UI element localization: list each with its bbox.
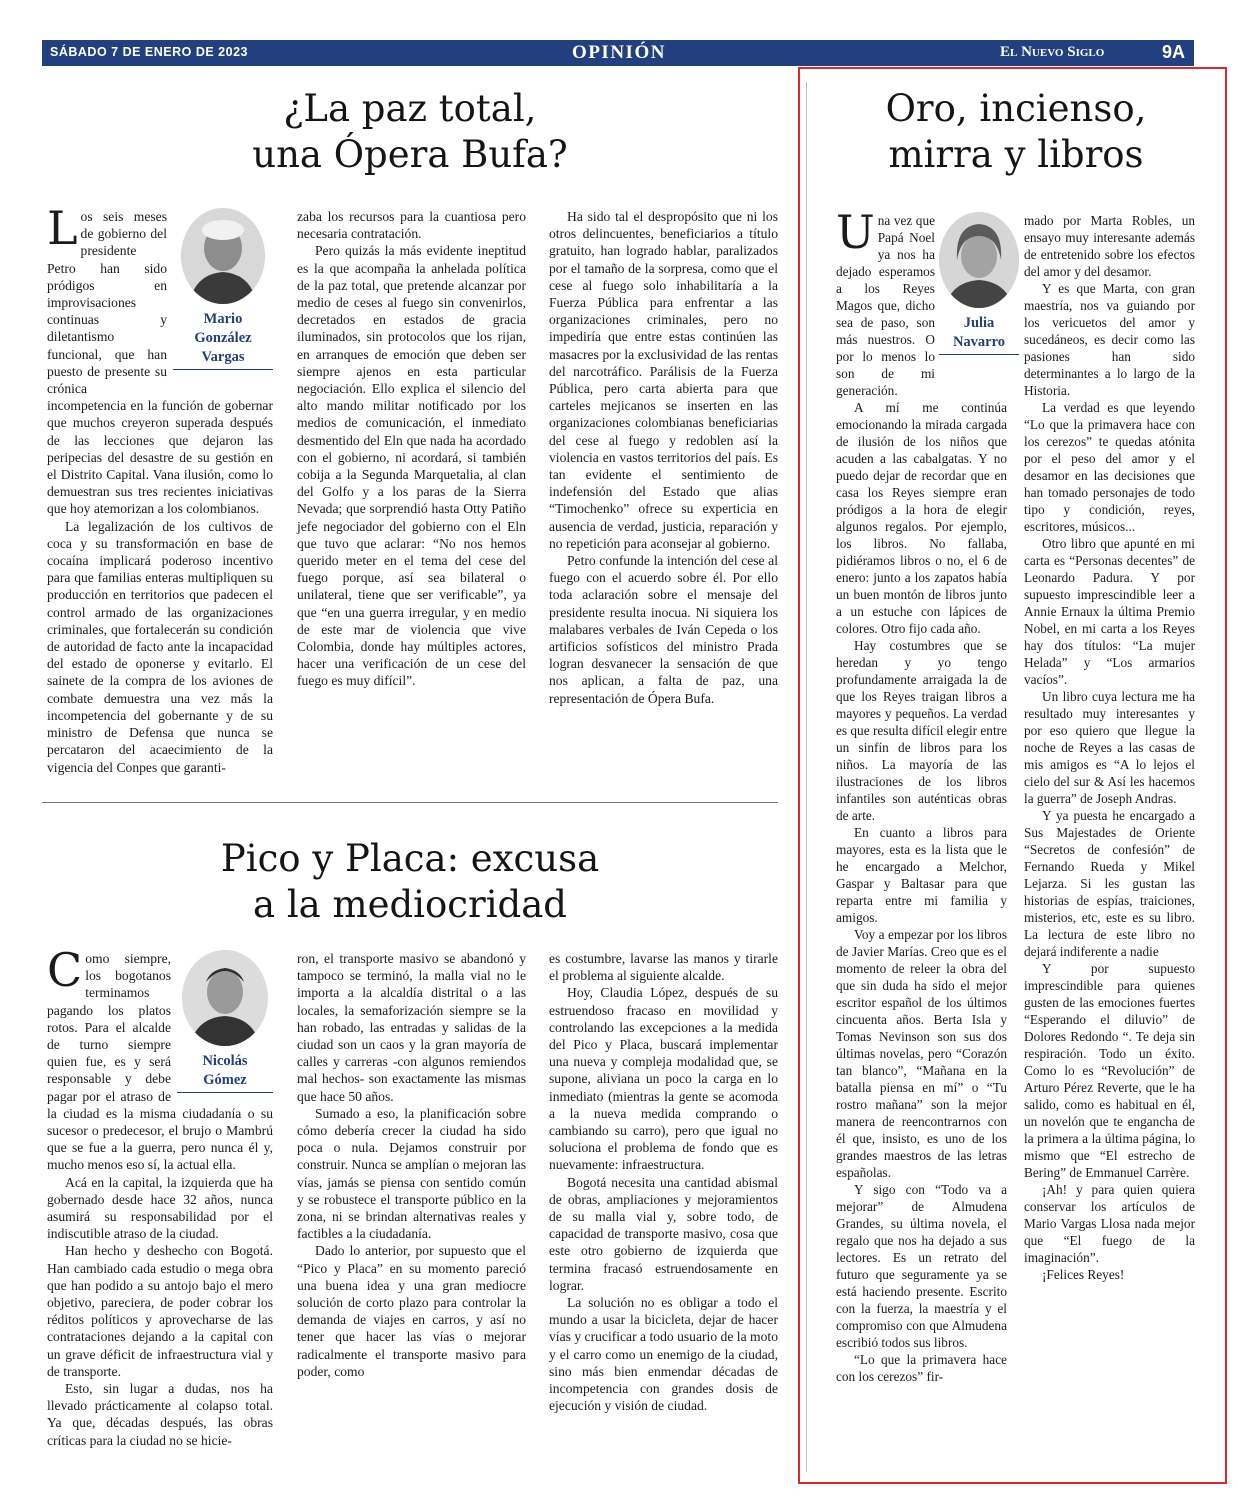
paragraph: Hay costumbres que se heredan y yo tengo profundamente arraigada la de que los Reyes traigan libros a mayores y pequeños. La verdad es que resulta difícil elegir entre un sinfín de libros para los niños. La mayoría de las ilustraciones de los libros infantiles son auténticas obras de arte. [836,638,1007,823]
paragraph: Pero quizás la más evidente ineptitud es la que acompaña la anhelada política de la paz total, que pretende alcanzar por medio de ceses al fuego sin convenirlos, decretados en estados de gracia iluminados, sin protocolos que los rijan, en arranques de emoción que deben ser siempre ajenos en esta particular negociación. Ello explica el silencio del alto mando militar notificado por los medios de comunicación, el inmediato desmentido del Eln que nada ha acordado con el gobierno, ni acordará, si también cobija a la Segunda Marquetalia, al clan del Golfo y a los paras de la Sierra Nevada; que sorprendió hasta Otty Patiño jefe negociador del gobierno con el Eln que tuvo que aclarar: “No nos hemos querido meter en el tema del cese del fuego porque, así sea bilateral o unilateral, tiene que ser verificable”, ya que “en una guerra irregular, y en medio de este mar de violencia que vive Colombia, donde hay múltiples actores, hacer una verificación de un cese del fuego es muy difícil”. [297,243,526,689]
paragraph: “Lo que la primavera hace con los cerezos” fir- [836,1352,1007,1384]
paragraph: omo siempre, los bogotanos terminamos pagando los platos rotos. Para el alcalde de turno siempre quien fue, es y será responsable y debe pagar por el atraso de la ciudad es la misma ciudadanía o su sucesor o predecesor, el brujo o Mambrú que se fue a la guerra, pero nunca él y, mucho menos eso sí, la actual ella. [47,951,273,1173]
paragraph: Sumado a eso, la planificación sobre cómo debería crecer la ciudad ha sido poca o nula. Dejamos construir por construir. Nunca se amplían o mejoran las vías, jamás se piensa con sentido común y se robustece el transporte público en la zona, ni se brindan alternativas reales y factibles a la ciudadanía. [297,1105,526,1242]
author-box [177,950,273,1100]
paragraph: Acá en la capital, la izquierda que ha gobernado desde hace 32 años, nunca asumirá su responsabilidad por el indiscutible atraso de la ciudad. [47,1174,273,1242]
article-3-column-1 [836,205,1007,1470]
paragraph: La verdad es que leyendo “Lo que la primavera hace con los cerezos” te quedas atónita por el peso del amor y el desamor en las decisiones que han tomado personajes de todo tipo y condición, reyes, escritores, músicos... [1024,400,1195,534]
article-1-headline [42,86,778,179]
paragraph: Y por supuesto imprescindible para quienes gusten de las emociones fuertes “Esperando el diluvio” de Dolores Redondo “. Te deja sin respiración. Todo un éxito. Como lo es “Revolución” de Arturo Pérez Reverte, que le ha salido, como es habitual en él, un novelón que te engancha de la primera a la última página, lo mismo que “El estrecho de Bering” de Emmanuel Carrère. [1024,961,1195,1180]
paragraph: ¡Felices Reyes! [1042,1267,1125,1282]
paragraph: Otro libro que apunté en mi carta es “Personas decentes” de Leonardo Padura. Y por supuesto imprescindible leer a Annie Ernaux la última Premio Nobel, en mi carta a los Reyes hay dos títulos: “La mujer Helada” y “Los armarios vacíos”. [1024,536,1195,687]
headline-line-1: Oro, incienso, [885,87,1147,130]
author-name: Nicolás Gómez [177,1052,273,1093]
author-portrait [181,208,265,304]
author-box [173,208,273,378]
header-page-number: 9A [1162,42,1186,62]
paragraph: Ha sido tal el despropósito que ni los otros delincuentes, beneficiarios a título gratuito, han logrado hablar, paralizados por el tamaño de la sorpresa, como que el cese al fuego solo inhabilitaría a la Fuerza Pública para enfrentar a las organizaciones criminales, pero no impediría que entre estas continúen las masacres por la exclusividad de las rentas del narcotráfico. Parálisis de la Fuerza Pública, pero carta abierta para que carteles mejicanos se inserten en las organizaciones colombianas beneficiarias del cese al fuego y redoblen así la violencia en vastos territorios del país. Es tan evidente el sentimiento de indefensión del Estado que alias “Timochenko” ofrece su experticia en ausencia de verdad, justicia, reparación y no repetición para aconsejar al gobierno. [549,209,778,551]
paragraph: Y ya puesta he encargado a Sus Majestades de Oriente “Secretos de confesión” de Fernando Rueda y Mikel Lejarza. Si les gustan las historias de espías, traiciones, misterios, etc, este es su libro. La lectura de este libro no dejará indiferente a nadie [1024,808,1195,959]
paragraph: Y es que Marta, con gran maestría, nos va guiando por los vericuetos del amor y sucedáneos, es decir como las pasiones han sido determinantes a lo largo de la Historia. [1024,281,1195,398]
headline-line-1: ¿La paz total, [283,87,537,130]
paragraph: es costumbre, lavarse las manos y tirarle el problema al siguiente alcalde. [549,951,778,984]
paragraph: Voy a empezar por los libros de Javier Marías. Creo que es el momento de releer la obra del que sin duda ha sido el mejor escritor español de los últimos cincuenta años. Berta Isla y Tomas Nevinson son sus dos últimas novelas, pero “Corazón tan blanco”, “Mañana en la batalla piensa en mí” o “Tu rostro mañana” son la mejor manera de reencontrarnos con él que, insisto, es uno de los grandes maestros de las letras españolas. [836,927,1007,1180]
paragraph: Dado lo anterior, por supuesto que el “Pico y Placa” en su momento pareció una buena idea y una gran mediocre solución de corto plazo para controlar la demanda de viajes en carros, y así no tener que hacer las vías o mejorar radicalmente el transporte masivo para poder, como [297,1243,526,1379]
paragraph: Hoy, Claudia López, después de su estruendoso fracaso en movilidad y controlando las excepciones a la medida del Pico y Placa, buscará implementar una nueva y compleja modalidad que, se supone, aliviana un poco la carga en lo inmediato (mientras la gente se acomoda a la nueva medida comprando o cambiando su carro), pero que igual no soluciona el problema de fondo que es nuevamente: infraestructura. [549,985,778,1173]
headline-line-2: a la mediocridad [253,883,567,927]
headline-line-2: una Ópera Bufa? [252,133,568,177]
header-section: OPINIÓN [572,42,666,63]
article-2-column-3 [549,950,778,1480]
author-portrait [939,212,1019,308]
author-portrait [182,950,268,1046]
headline-line-2: mirra y libros [888,133,1144,177]
article-2-column-1 [47,943,273,1480]
paragraph: Bogotá necesita una cantidad abismal de obras, ampliaciones y mejoramientos de su malla vial y, sobre todo, de capacidad de transporte masivo, cosa que este otro gobierno de izquierda que termina fracasó estruendosamente en lograr. [549,1174,778,1293]
header-date: SÁBADO 7 DE ENERO DE 2023 [50,45,248,59]
paragraph: Un libro cuya lectura me ha resultado muy interesantes y por eso quiero que llegue la noche de Reyes a las casas de mis amigos es “A lo lejos el cielo del sur & Así les hacemos la guerra” de Joseph Andras. [1024,689,1195,806]
paragraph: mado por Marta Robles, un ensayo muy interesante además de entretenido sobre los efectos del amor y del desamor. [1024,213,1195,279]
author-name: Mario González Vargas [173,310,273,370]
paragraph: Petro confunde la intención del cese al fuego con el acuerdo sobre él. Por ello toda aclaración sobre el mensaje del presidente resulta inocua. Ni siquiera los malabares verbales de Iván Cepeda o los artificios sofísticos del ministro Prada logran desvanecer la sensación de que nos aplican, a falta de paz, una representación de Ópera Bufa. [549,553,778,706]
paragraph: Y sigo con “Todo va a mejorar” de Almudena Grandes, su última novela, el regalo que nos ha dejado a sus lectores. Es un retrato del futuro que seguramente ya se está haciendo presente. Escrito con la fuerza, la maestría y el compromiso con que Almudena escribió todos sus libros. [836,1182,1007,1350]
paragraph: ¡Ah! y para quien quiera conservar los artículos de Mario Vargas Llosa nada mejor que “El fuego de la imaginación”. [1024,1182,1195,1265]
paragraph: na vez que Papá Noel ya nos ha dejado esperamos a los Reyes Magos que, dicho sea de paso, son más nuestros. O por lo menos lo son de mi generación. [836,213,935,398]
paragraph: La legalización de los cultivos de coca y su transformación en base de cocaína implicará poderoso incentivo para que familias enteras multipliquen su producción en territorios que padecen el control armado de las organizaciones criminales, que fortalecerán su condición de autoridad de facto ante la incapacidad del estado de oponerse y evitarlo. El sainete de la compra de los aviones de combate demuestra una vez más la incompetencia del gobernante y de su ministro de Defensa que nunca se percataron del acaecimiento de la vigencia del Conpes que garanti- [47,518,273,775]
header-newspaper-name: El Nuevo Siglo [1000,44,1105,60]
article-1-column-1 [47,201,273,788]
drop-cap: C [47,943,83,997]
drop-cap: L [47,201,78,255]
paragraph: zaba los recursos para la cuantiosa pero necesaria contratación. [297,209,526,242]
article-3-headline [806,86,1226,179]
article-1-column-3 [549,208,778,788]
paragraph: La solución no es obligar a todo el mundo a usar la bicicleta, dejar de hacer vías y crucificar a todo usuario de la moto y el carro como un enemigo de la ciudad, sino más bien enmendar décadas de incompetencia con grandes dosis de ejecución y visión de ciudad. [549,1295,778,1414]
article-2-column-2 [297,950,526,1480]
author-box [939,212,1019,362]
headline-line-1: Pico y Placa: excusa [220,837,600,880]
article-3-column-2 [1024,212,1195,1470]
paragraph: En cuanto a libros para mayores, esta es la lista que le he encargado a Melchor, Gaspar y Baltasar para que reparta entre mi familia y amigos. [836,825,1007,925]
paragraph: A mí me continúa emocionando la mirada cargada de ilusión de los niños que acuden a las cabalgatas. Y no puedo dejar de recordar que en casa los Reyes siempre eran pródigos a la hora de elegir algunos regalos. Por ejemplo, los libros. No fallaba, pidiéramos libros o no, el 6 de enero: junto a los zapatos había un buen montón de libros junto a un estuche con lápices de colores. Otro fijo cada año. [836,400,1007,636]
article-divider [42,802,778,803]
article-1-column-2 [297,208,526,788]
paragraph: Esto, sin lugar a dudas, nos ha llevado prácticamente al colapso total. Ya que, décadas después, las obras críticas para la ciudad no se hicie- [47,1381,273,1448]
author-name: Julia Navarro [939,314,1019,355]
paragraph: Han hecho y deshecho con Bogotá. Han cambiado cada estudio o mega obra que han podido a su antojo bajo el mero objetivo, pareciera, de poder cobrar los réditos políticos y aprovecharse de las contrataciones dejando a la capital con un grave déficit de infraestructura vial y de transporte. [47,1243,273,1379]
article-2-headline [42,836,778,929]
drop-cap: U [836,205,875,259]
paragraph: os seis meses de gobierno del presidente Petro han sido pródigos en improvisaciones continuas y diletantismo funcional, que han puesto de presente su crónica incompetencia en la función de gobernar que muchos creyeron superada después de las lecciones que dejaron las peripecias del desastre de su gestión en el Distrito Capital. Vana ilusión, como lo demuestran sus tres recientes iniciativas que hoy atemorizan a los colombianos. [47,209,273,517]
paragraph: ron, el transporte masivo se abandonó y tampoco se terminó, la malla vial no le importa a la alcaldía distrital o a las locales, la semaforización siempre se la han robado, las entradas y salidas de la ciudad son un caos y la gran mayoría de calles y carreras -con algunos remiendos mal hechos- son exactamente las mismas que hace 50 años. [297,951,526,1104]
